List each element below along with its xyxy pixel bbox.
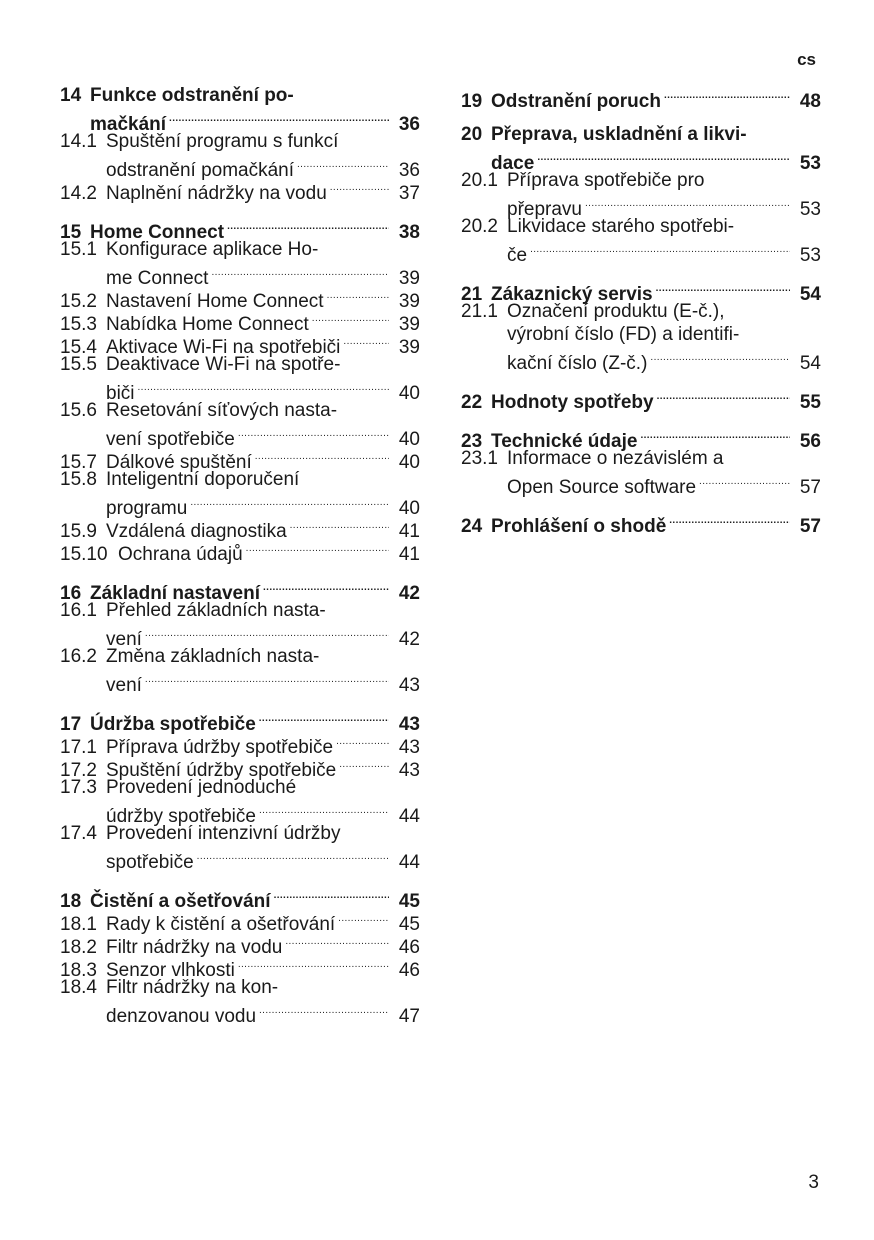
toc-entry-number: 18.3 bbox=[60, 960, 97, 981]
toc-line bbox=[60, 107, 420, 135]
toc-entry-number: 20 bbox=[461, 124, 483, 145]
toc-entry-number: 14.1 bbox=[60, 131, 97, 152]
toc-entry-number: 15.10 bbox=[60, 544, 108, 565]
toc-page-number: 42 bbox=[398, 583, 420, 604]
toc-chapter bbox=[461, 277, 821, 374]
toc-page-number: 39 bbox=[398, 314, 420, 335]
toc-chapter bbox=[461, 385, 821, 413]
toc-page-number: 43 bbox=[398, 714, 420, 735]
toc-subsection-list bbox=[461, 447, 821, 498]
toc-chapter bbox=[461, 123, 821, 266]
toc-entry-number: 18 bbox=[60, 891, 82, 912]
dot-leader bbox=[330, 176, 389, 199]
toc-entry-title: vení bbox=[106, 675, 142, 696]
dot-leader bbox=[263, 576, 389, 599]
toc-line bbox=[60, 822, 420, 845]
toc-line bbox=[461, 300, 821, 323]
toc-entry-title: Filtr nádržky na kon- bbox=[106, 977, 279, 998]
language-code: cs bbox=[797, 50, 816, 69]
toc-line bbox=[461, 192, 821, 220]
dot-leader bbox=[537, 146, 790, 169]
toc-entry-number: 21 bbox=[461, 284, 483, 305]
toc-page-number: 46 bbox=[398, 960, 420, 981]
toc-subsection-entry[interactable] bbox=[60, 776, 420, 827]
toc-entry-title: Hodnoty spotřeby bbox=[491, 392, 654, 413]
toc-line bbox=[60, 776, 420, 799]
toc-entry-number: 15.9 bbox=[60, 521, 97, 542]
toc-entry-title: Funkce odstranění po- bbox=[90, 85, 294, 106]
toc-entry-title: přepravu bbox=[507, 199, 582, 220]
toc-chapter bbox=[60, 84, 420, 204]
toc-chapter-entry[interactable] bbox=[461, 385, 821, 413]
toc-entry-number: 16.1 bbox=[60, 600, 97, 621]
toc-chapter-entry[interactable] bbox=[461, 424, 821, 452]
toc-subsection-list bbox=[60, 730, 420, 873]
toc-line bbox=[461, 385, 821, 413]
toc-page-number: 44 bbox=[398, 806, 420, 827]
toc-line bbox=[461, 238, 821, 266]
toc-entry-title: kační číslo (Z-č.) bbox=[507, 353, 648, 374]
dot-leader bbox=[227, 215, 389, 238]
toc-chapter bbox=[60, 215, 420, 565]
toc-line bbox=[60, 845, 420, 873]
toc-page-number: 53 bbox=[799, 153, 821, 174]
toc-entry-title: odstranění pomačkání bbox=[106, 160, 295, 181]
toc-entry-number: 18.4 bbox=[60, 977, 97, 998]
dot-leader bbox=[640, 424, 790, 447]
toc-entry-number: 17.3 bbox=[60, 777, 97, 798]
toc-subsection-entry[interactable] bbox=[60, 976, 420, 1027]
toc-line bbox=[461, 323, 821, 346]
toc-line bbox=[60, 238, 420, 261]
toc-page-number: 40 bbox=[398, 452, 420, 473]
toc-line bbox=[60, 707, 420, 735]
toc-entry-title: Provedení intenzivní údržby bbox=[106, 823, 341, 844]
toc-subsection-list bbox=[60, 907, 420, 1027]
toc-chapter-entry[interactable] bbox=[461, 509, 821, 537]
toc-entry-title: Likvidace starého spotřebi- bbox=[507, 216, 735, 237]
toc-entry-number: 15.8 bbox=[60, 469, 97, 490]
toc-subsection-list bbox=[461, 169, 821, 266]
toc-entry-number: 15.5 bbox=[60, 354, 97, 375]
toc-entry-title: Vzdálená diagnostika bbox=[106, 521, 287, 542]
toc-entry-title: Filtr nádržky na vodu bbox=[106, 937, 283, 958]
toc-entry-title: Open Source software bbox=[507, 477, 697, 498]
toc-subsection-list bbox=[60, 130, 420, 204]
toc-line bbox=[461, 424, 821, 452]
toc-page-number: 39 bbox=[398, 291, 420, 312]
toc-line bbox=[60, 599, 420, 622]
toc-entry-title: dace bbox=[491, 153, 535, 174]
toc-page-number: 41 bbox=[398, 544, 420, 565]
toc-line bbox=[60, 468, 420, 491]
toc-line bbox=[60, 799, 420, 827]
toc-entry-number: 20.2 bbox=[461, 216, 498, 237]
toc-entry-title: Označení produktu (E-č.), bbox=[507, 301, 725, 322]
toc-line bbox=[60, 999, 420, 1027]
toc-entry-title: Technické údaje bbox=[491, 431, 638, 452]
toc-chapter bbox=[60, 576, 420, 696]
dot-leader bbox=[145, 668, 389, 691]
dot-leader bbox=[290, 514, 389, 537]
toc-line bbox=[461, 346, 821, 374]
toc-subsection-entry[interactable] bbox=[60, 645, 420, 696]
toc-entry-title: Home Connect bbox=[90, 222, 225, 243]
toc-page-number: 46 bbox=[398, 937, 420, 958]
toc-entry-title: biči bbox=[106, 383, 135, 404]
toc-entry-title: spotřebiče bbox=[106, 852, 194, 873]
toc-entry-number: 17.1 bbox=[60, 737, 97, 758]
toc-entry-title: Rady k čistění a ošetřování bbox=[106, 914, 336, 935]
dot-leader bbox=[297, 153, 389, 176]
toc-entry-title: Prohlášení o shodě bbox=[491, 516, 667, 537]
toc-subsection-entry[interactable] bbox=[461, 300, 821, 374]
dot-leader bbox=[669, 509, 790, 532]
dot-leader bbox=[238, 422, 389, 445]
dot-leader bbox=[664, 84, 790, 107]
toc-entry-title: Údržba spotřebiče bbox=[90, 714, 256, 735]
toc-entry-number: 20.1 bbox=[461, 170, 498, 191]
toc-line bbox=[60, 491, 420, 519]
toc-line bbox=[60, 84, 420, 107]
toc-entry-number: 17.4 bbox=[60, 823, 97, 844]
toc-entry-title: Ochrana údajů bbox=[118, 544, 243, 565]
toc-entry-title: Čistění a ošetřování bbox=[90, 891, 271, 912]
toc-subsection-entry[interactable] bbox=[60, 822, 420, 873]
toc-entry-number: 19 bbox=[461, 91, 483, 112]
toc-entry-number: 17.2 bbox=[60, 760, 97, 781]
toc-page-number: 36 bbox=[398, 160, 420, 181]
toc-entry-title: denzovanou vodu bbox=[106, 1006, 257, 1027]
toc-line bbox=[60, 215, 420, 243]
toc-entry-title: če bbox=[507, 245, 528, 266]
toc-entry-title: vení bbox=[106, 629, 142, 650]
toc-page-number: 53 bbox=[799, 245, 821, 266]
toc-entry-title: Spuštění programu s funkcí bbox=[106, 131, 339, 152]
toc-entry-title: Příprava spotřebiče pro bbox=[507, 170, 705, 191]
toc-line bbox=[461, 84, 821, 112]
dot-leader bbox=[197, 845, 389, 868]
toc-subsection-entry[interactable] bbox=[461, 215, 821, 266]
toc-entry-title: Spuštění údržby spotřebiče bbox=[106, 760, 337, 781]
toc-subsection-list bbox=[461, 300, 821, 374]
toc-entry-title: Zákaznický servis bbox=[491, 284, 653, 305]
toc-page-number: 53 bbox=[799, 199, 821, 220]
toc-page-number: 48 bbox=[799, 91, 821, 112]
toc-line bbox=[60, 153, 420, 181]
toc-entry-number: 15.3 bbox=[60, 314, 97, 335]
toc-subsection-entry[interactable] bbox=[60, 353, 420, 404]
toc-line bbox=[60, 576, 420, 604]
toc-entry-title: Příprava údržby spotřebiče bbox=[106, 737, 334, 758]
dot-leader bbox=[259, 999, 389, 1022]
dot-leader bbox=[338, 907, 389, 930]
toc-entry-title: me Connect bbox=[106, 268, 209, 289]
toc-entry-number: 23 bbox=[461, 431, 483, 452]
toc-page-number: 45 bbox=[398, 891, 420, 912]
dot-leader bbox=[138, 376, 389, 399]
toc-page-number: 42 bbox=[398, 629, 420, 650]
toc-subsection-list bbox=[60, 238, 420, 565]
toc-entry-title: Inteligentní doporučení bbox=[106, 469, 300, 490]
toc-line bbox=[60, 399, 420, 422]
toc-line bbox=[60, 130, 420, 153]
toc-line bbox=[461, 169, 821, 192]
toc-column-left bbox=[60, 84, 420, 1027]
toc-entry-title: Informace o nezávislém a bbox=[507, 448, 724, 469]
toc-entry-number: 15.7 bbox=[60, 452, 97, 473]
toc-line bbox=[60, 353, 420, 376]
toc-entry-title: Změna základních nasta- bbox=[106, 646, 320, 667]
toc-page-number: 54 bbox=[799, 353, 821, 374]
toc-page-number: 44 bbox=[398, 852, 420, 873]
toc-line bbox=[60, 622, 420, 650]
dot-leader bbox=[274, 884, 389, 907]
toc-chapter-entry[interactable] bbox=[60, 84, 420, 135]
toc-line bbox=[60, 261, 420, 289]
toc-subsection-entry[interactable] bbox=[60, 130, 420, 181]
dot-leader bbox=[339, 753, 389, 776]
toc-line bbox=[60, 668, 420, 696]
toc-subsection-entry[interactable] bbox=[60, 238, 420, 289]
toc-entry-title: Přehled základních nasta- bbox=[106, 600, 326, 621]
toc-entry-title: Konfigurace aplikace Ho- bbox=[106, 239, 319, 260]
toc-entry-number: 15.4 bbox=[60, 337, 97, 358]
toc-entry-title: Deaktivace Wi-Fi na spotře- bbox=[106, 354, 341, 375]
toc-entry-number: 15.6 bbox=[60, 400, 97, 421]
toc-entry-number: 14.2 bbox=[60, 183, 97, 204]
toc-entry-title: mačkání bbox=[90, 114, 167, 135]
toc-column-right bbox=[461, 84, 821, 537]
dot-leader bbox=[530, 238, 790, 261]
toc-page-number: 37 bbox=[398, 183, 420, 204]
toc-subsection-entry[interactable] bbox=[461, 169, 821, 220]
toc-entry-title: Naplnění nádržky na vodu bbox=[106, 183, 327, 204]
dot-leader bbox=[656, 277, 790, 300]
toc-page-number: 40 bbox=[398, 498, 420, 519]
dot-leader bbox=[650, 346, 790, 369]
toc-entry-title: Dálkové spuštění bbox=[106, 452, 252, 473]
toc-line bbox=[60, 976, 420, 999]
toc-entry-number: 18.2 bbox=[60, 937, 97, 958]
page-number: 3 bbox=[808, 1172, 819, 1193]
toc-entry-title: výrobní číslo (FD) a identifi- bbox=[507, 324, 740, 345]
toc-entry-number: 14 bbox=[60, 85, 82, 106]
toc-page-number: 57 bbox=[799, 516, 821, 537]
dot-leader bbox=[169, 107, 389, 130]
toc-entry-title: Přeprava, uskladnění a likvi- bbox=[491, 124, 747, 145]
toc-chapter bbox=[461, 509, 821, 537]
toc-entry-title: Senzor vlhkosti bbox=[106, 960, 235, 981]
toc-chapter-entry[interactable] bbox=[461, 123, 821, 174]
toc-page-number: 40 bbox=[398, 429, 420, 450]
toc-line bbox=[60, 422, 420, 450]
toc-chapter bbox=[60, 707, 420, 873]
toc-subsection-entry[interactable] bbox=[60, 599, 420, 650]
toc-entry-number: 21.1 bbox=[461, 301, 498, 322]
toc-entry-title: Nastavení Home Connect bbox=[106, 291, 324, 312]
toc-subsection-entry[interactable] bbox=[461, 447, 821, 498]
toc-page-number: 43 bbox=[398, 760, 420, 781]
toc-entry-number: 15.2 bbox=[60, 291, 97, 312]
toc-page-number: 40 bbox=[398, 383, 420, 404]
toc-page-number: 55 bbox=[799, 392, 821, 413]
toc-chapter-entry[interactable] bbox=[60, 576, 420, 604]
dot-leader bbox=[657, 385, 790, 408]
toc-entry-number: 24 bbox=[461, 516, 483, 537]
toc-entry-title: Aktivace Wi-Fi na spotřebiči bbox=[106, 337, 341, 358]
toc-subsection-entry[interactable] bbox=[60, 468, 420, 519]
toc-entry-title: Provedení jednoduché bbox=[106, 777, 297, 798]
dot-leader bbox=[312, 307, 389, 330]
dot-leader bbox=[259, 707, 389, 730]
toc-subsection-entry[interactable] bbox=[60, 399, 420, 450]
toc-page-number: 41 bbox=[398, 521, 420, 542]
dot-leader bbox=[211, 261, 389, 284]
toc-entry-number: 22 bbox=[461, 392, 483, 413]
dot-leader bbox=[246, 537, 389, 560]
dot-leader bbox=[285, 930, 389, 953]
toc-page-number: 36 bbox=[398, 114, 420, 135]
toc-entry-title: Resetování síťových nasta- bbox=[106, 400, 338, 421]
dot-leader bbox=[343, 330, 389, 353]
toc-page-number: 56 bbox=[799, 431, 821, 452]
toc-page-number: 57 bbox=[799, 477, 821, 498]
dot-leader bbox=[238, 953, 389, 976]
toc-line bbox=[461, 470, 821, 498]
toc-chapter-entry[interactable] bbox=[60, 707, 420, 735]
dot-leader bbox=[336, 730, 389, 753]
toc-entry-title: Nabídka Home Connect bbox=[106, 314, 309, 335]
toc-page-number: 43 bbox=[398, 737, 420, 758]
dot-leader bbox=[585, 192, 790, 215]
toc-subsection-list bbox=[60, 599, 420, 696]
toc-entry-number: 15.1 bbox=[60, 239, 97, 260]
toc-entry-title: programu bbox=[106, 498, 188, 519]
toc-chapter bbox=[60, 884, 420, 1027]
toc-line bbox=[461, 509, 821, 537]
toc-entry-title: údržby spotřebiče bbox=[106, 806, 256, 827]
dot-leader bbox=[145, 622, 389, 645]
toc-entry-number: 18.1 bbox=[60, 914, 97, 935]
toc-chapter bbox=[461, 84, 821, 112]
dot-leader bbox=[255, 445, 389, 468]
toc-entry-number: 16.2 bbox=[60, 646, 97, 667]
toc-page-number: 39 bbox=[398, 337, 420, 358]
dot-leader bbox=[259, 799, 389, 822]
toc-entry-title: Odstranění poruch bbox=[491, 91, 661, 112]
toc-line bbox=[461, 277, 821, 305]
toc-line bbox=[60, 645, 420, 668]
toc-chapter bbox=[461, 424, 821, 498]
toc-line bbox=[461, 123, 821, 146]
toc-line bbox=[461, 447, 821, 470]
toc-chapter-entry[interactable] bbox=[60, 215, 420, 243]
dot-leader bbox=[327, 284, 389, 307]
toc-entry-number: 23.1 bbox=[461, 448, 498, 469]
toc-chapter-entry[interactable] bbox=[461, 277, 821, 305]
dot-leader bbox=[190, 491, 389, 514]
toc-page-number: 54 bbox=[799, 284, 821, 305]
toc-entry-number: 16 bbox=[60, 583, 82, 604]
toc-entry-number: 17 bbox=[60, 714, 82, 735]
toc-chapter-entry[interactable] bbox=[60, 884, 420, 912]
toc-page-number: 47 bbox=[398, 1006, 420, 1027]
toc-page-number: 39 bbox=[398, 268, 420, 289]
toc-line bbox=[461, 215, 821, 238]
toc-chapter-entry[interactable] bbox=[461, 84, 821, 112]
toc-page-number: 45 bbox=[398, 914, 420, 935]
toc-line bbox=[60, 884, 420, 912]
dot-leader bbox=[699, 470, 790, 493]
toc-entry-number: 15 bbox=[60, 222, 82, 243]
toc-line bbox=[461, 146, 821, 174]
toc-page-number: 43 bbox=[398, 675, 420, 696]
toc-entry-title: vení spotřebiče bbox=[106, 429, 235, 450]
toc-line bbox=[60, 376, 420, 404]
toc-page-number: 38 bbox=[398, 222, 420, 243]
toc-entry-title: Základní nastavení bbox=[90, 583, 261, 604]
